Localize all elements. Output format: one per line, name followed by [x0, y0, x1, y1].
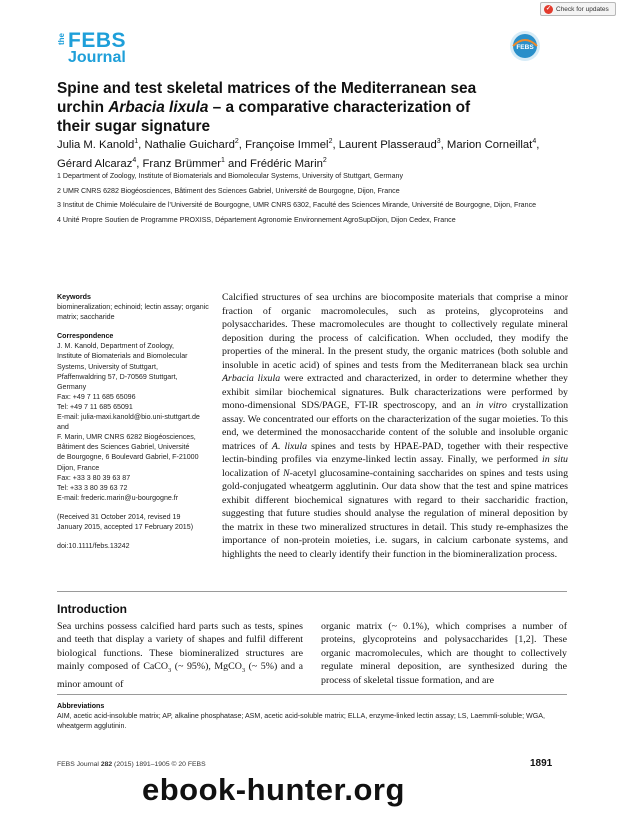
title-line-2-pre: urchin [57, 98, 109, 116]
keywords-text: biomineralization; echinoid; lectin assay; organic matrix; saccharide [57, 303, 209, 322]
author-affiliation-mark: 4 [532, 138, 537, 145]
affiliation-line: 4 Unité Propre Soutien de Programme PROXISS, Département Agronomie Environnement AgroSupDijon, Dijon Cedex, France [57, 215, 456, 224]
abbreviations-divider [57, 694, 567, 695]
author-name: Marion Corneillat [446, 138, 533, 151]
doi: doi:10.1111/febs.13242 [57, 542, 130, 551]
footer-publisher: FEBS [185, 761, 206, 768]
introduction-heading: Introduction [57, 602, 127, 616]
correspondence-line: de Bourgogne, 6 Boulevard Gabriel, F-21000 [57, 453, 199, 462]
correspondence-line: and [57, 423, 69, 432]
author-name: Laurent Plasseraud [338, 138, 437, 151]
correspondence-line: Pfaffenwaldring 57, D-70569 Stuttgart, [57, 372, 178, 381]
keywords-block [57, 292, 217, 322]
abstract [222, 291, 568, 561]
author-name: Nathalie Guichard [144, 138, 235, 151]
correspondence-block [57, 331, 217, 503]
author-name: Françoise Immel [245, 138, 329, 151]
correspondence-line: F. Marin, UMR CNRS 6282 Biogéosciences, [57, 433, 196, 442]
logo-journal: Journal [68, 49, 126, 66]
title-species: Arbacia lixula [108, 98, 209, 116]
author-affiliation-mark: 1 [221, 156, 225, 164]
correspondence-line: Systems, University of Stuttgart, [57, 362, 158, 371]
author-name: Frédéric Marin [250, 157, 323, 170]
abstract-italic: Arbacia lixula [222, 373, 281, 384]
article-title [57, 80, 577, 136]
introduction-right-column: organic matrix (~ 0.1%), which comprises a number of proteins, glycoproteins and polysaccharides [1,2]. These organic macromolecules, which are thought to collectively regulate mineral deposition, are synthesized during the process of skeletal tissue formation, and are [321, 621, 567, 686]
affiliations [57, 171, 567, 229]
correspondence-line: Germany [57, 382, 87, 391]
correspondence-line: Fax: +49 7 11 685 65096 [57, 392, 136, 401]
author-list [57, 134, 567, 172]
abstract-text: Calcified structures of sea urchins are biocomposite materials that comprise a minor fraction of organic macromolecules, such as proteins, glycoproteins and polysaccharides. These macromolecules are thought to collectively regulate mineral deposition during the process of calcification. When occluded, they modify the properties of the mineral. In the present study, the organic matrices (both soluble and insoluble in acetic acid) of spines and tests from the Mediterranean black sea urchin [222, 292, 568, 371]
abstract-italic: A. lixula [271, 440, 308, 452]
abstract-text: were extracted and characterized, in order to determine whether they exhibit similar biochemical signatures. Bulk characterizations were performed by mono-dimensional SDS/PAGE, FT-IR spectroscopy, and an [222, 373, 568, 411]
author-affiliation-mark: 3 [436, 138, 441, 145]
abstract-italic: in situ [542, 454, 568, 465]
febs-emblem-icon [509, 30, 541, 62]
emblem-text: FEBS [516, 44, 534, 51]
intro-text: (~ 95%), MgCO [171, 661, 242, 673]
correspondence-line: Fax: +33 3 80 39 63 87 [57, 473, 131, 482]
author-affiliation-mark: 2 [328, 138, 333, 145]
correspondence-line: J. M. Kanold, Department of Zoology, [57, 342, 174, 351]
author-separator: , [440, 138, 447, 151]
author-affiliation-mark: 2 [234, 138, 239, 145]
check-for-updates-label: Check for updates [556, 5, 609, 13]
author-separator: , [138, 138, 145, 151]
title-line-2-post: – a comparative characterization of [208, 98, 471, 116]
update-badge-icon: ✓ [545, 5, 552, 12]
abbreviations-text: AIM, acetic acid-insoluble matrix; AP, alkaline phosphatase; ASM, acetic acid-soluble matrix; ELLA, enzyme-linked lectin assay; LS, Laemmli-soluble; WGA, wheatgerm agglutinin. [57, 712, 545, 731]
affiliation-line: 2 UMR CNRS 6282 Biogéosciences, Bâtiment des Sciences Gabriel, Université de Bourgogne, Dijon, France [57, 186, 400, 195]
logo-the: the [57, 33, 66, 45]
check-for-updates-button[interactable] [540, 2, 616, 16]
section-divider [57, 591, 567, 592]
affiliation-line: 3 Institut de Chimie Moléculaire de l’Université de Bourgogne, UMR CNRS 6302, Faculté des Sciences Mirande, Université de Bourgogne, Dijon, France [57, 201, 537, 209]
correspondence-line: E-mail: julia-maxi.kanold@bio.uni-stuttgart.de [57, 413, 200, 422]
footer-journal: FEBS Journal [57, 761, 101, 768]
introduction-left-column [57, 620, 303, 691]
author-affiliation-mark: 4 [132, 156, 137, 164]
intro-text: (~ 5%) and a minor amount of [57, 661, 303, 690]
correspondence-line: Tel: +33 3 80 39 63 72 [57, 483, 128, 492]
author-name: Gérard Alcaraz [57, 157, 133, 170]
affiliation-line: 1 Department of Zoology, Institute of Biomaterials and Biomolecular Systems, University of Stuttgart, Germany [57, 172, 404, 180]
abstract-italic: N [282, 467, 290, 479]
author-affiliation-mark: 1 [134, 138, 139, 145]
received-dates [57, 512, 217, 532]
page-footer [57, 761, 206, 768]
correspondence-line: Institute of Biomaterials and Biomolecular [57, 352, 188, 361]
subscript: 3 [241, 667, 246, 675]
author-affiliation-mark: 2 [322, 156, 327, 164]
author-separator: , [536, 138, 540, 151]
title-line-1: Spine and test skeletal matrices of the Mediterranean sea [57, 80, 477, 97]
author-name: Franz Brümmer [142, 157, 221, 170]
author-separator: and [224, 157, 251, 170]
correspondence-heading: Correspondence [57, 332, 114, 341]
abstract-italic: in vitro [475, 400, 507, 411]
article-sidebar [57, 292, 217, 551]
correspondence-lines [57, 341, 217, 503]
logo-febs: FEBS [68, 29, 127, 52]
watermark-text: ebook-hunter.org [142, 772, 405, 807]
author-separator: , [136, 157, 143, 170]
page-number: 1891 [530, 758, 553, 769]
abbreviations-block [57, 701, 567, 732]
correspondence-line: Tel: +49 7 11 685 65091 [57, 402, 133, 411]
author-separator: , [238, 138, 246, 151]
abstract-text: localization of [222, 467, 283, 479]
abbreviations-heading: Abbreviations [57, 702, 105, 710]
correspondence-line: Dijon, France [57, 463, 100, 472]
correspondence-line: Bâtiment des Sciences Gabriel, Université [57, 443, 190, 452]
keywords-heading: Keywords [57, 293, 91, 301]
received-line: (Received 31 October 2014, revised 19 [57, 512, 181, 521]
abstract-text: crystallization assay. We concentrated our efforts on the characterization of the sugar moieties. To this end, we determined the monosaccharide content of the soluble and insoluble organic matrices of [222, 400, 569, 452]
author-separator: , [332, 138, 339, 151]
title-line-3: their sugar signature [57, 117, 211, 135]
footer-pages: (2015) 1891–1905 © 20 [112, 761, 186, 768]
intro-text: Sea urchins possess calcified hard parts such as tests, spines and teeth that display a variety of shapes and fulfil different biological functions. These biomineralized structures are mainly composed of CaCO [57, 621, 303, 673]
received-line: January 2015, accepted 17 February 2015) [57, 522, 194, 531]
abstract-text: spines and tests by HPAE-PAD, together with their respective lectin-binding profiles via enzyme-linked lectin assay. Finally, we performed [222, 440, 568, 465]
author-name: Julia M. Kanold [57, 138, 135, 151]
abstract-text: -acetyl glucosamine-containing saccharides on spines and tests using gold-conjugated wheatgerm agglutinin. Our data show that the test and spine matrices exhibit different biochemical signatures with regard to their saccharidic fraction, suggesting that future studies should analyse the regulation of mineral deposition by the matrix in these two mineralized structures in detail. This study re-emphasizes the importance of non-protein moieties, i.e. sugars, in calcium carbonate systems, and highlights the need to clearly identify their function in the biomineralization process. [222, 467, 569, 560]
footer-volume: 282 [100, 761, 113, 768]
title-line-2 [57, 99, 577, 118]
correspondence-line: E-mail: frederic.marin@u-bourgogne.fr [57, 493, 179, 502]
subscript: 3 [168, 667, 172, 675]
